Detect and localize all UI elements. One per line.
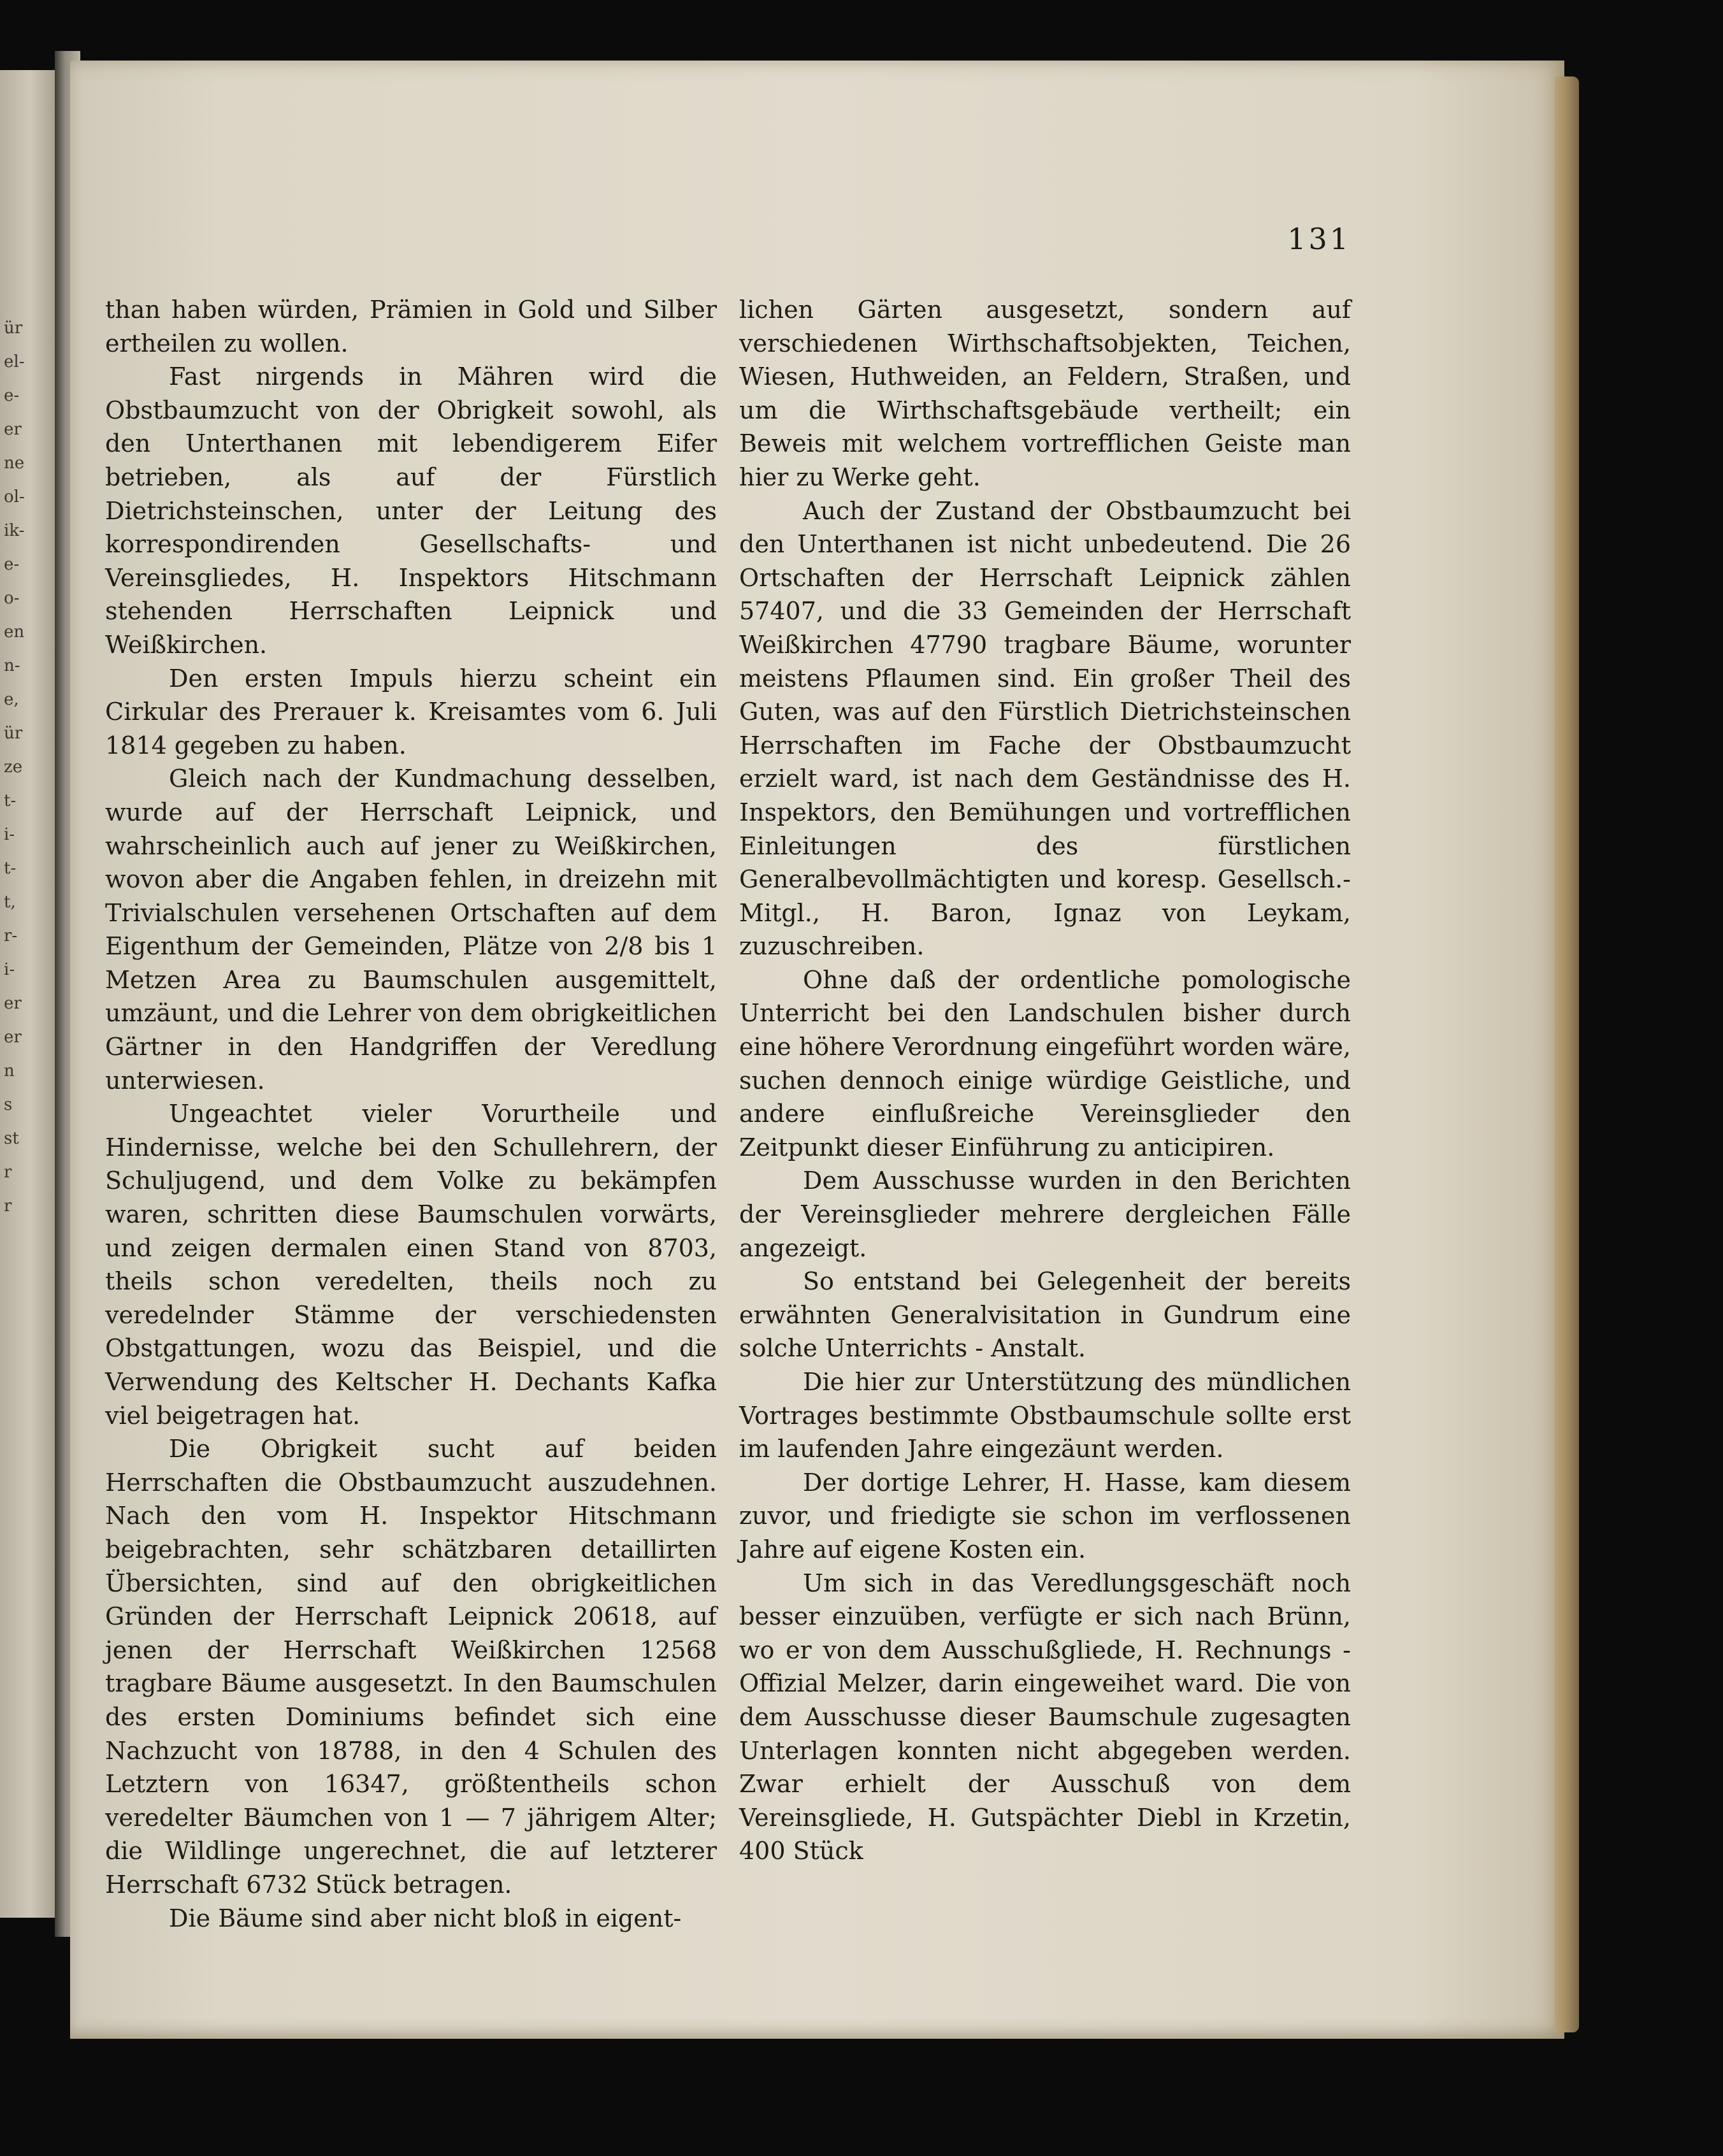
paragraph: lichen Gärten ausgesetzt, sondern auf verschiedenen Wirthschaftsobjekten, Teichen, Wiesen, Huthweiden, an Feldern, Straßen, und um die Wirthschaftsgebäude vertheilt; ein Beweis mit welchem vortrefflichen Geiste man hier zu Werke geht. [739,296,1351,491]
paragraph: Der dortige Lehrer, H. Hasse, kam diesem zuvor, und friedigte sie schon im verflossenen Jahre auf eigene Kosten ein. [739,1468,1351,1563]
paragraph: Gleich nach der Kundmachung desselben, wurde auf der Herrschaft Leipnick, und wahrscheinlich auch auf jener zu Weißkirchen, wovon aber die Angaben fehlen, in dreizehn mit Trivialschulen versehenen Ortschaften auf dem Eigenthum der Gemeinden, Plätze von 2/8 bis 1 Metzen Area zu Baumschulen ausgemittelt, umzäunt, und die Lehrer von dem obrigkeitlichen Gärtner in den Handgriffen der Veredlung unterwiesen. [105,765,717,1095]
previous-page-fragment: er [4,1028,22,1047]
previous-page-fragment: s [4,1095,13,1114]
previous-page-fragment: st [4,1129,19,1148]
previous-page-fragment: e, [4,690,19,709]
previous-page-fragment: i- [4,825,15,844]
previous-page-fragment: el- [4,352,25,371]
paragraph: Ungeachtet vieler Vorurtheile und Hindernisse, welche bei den Schullehrern, der Schuljugend, und dem Volke zu bekämpfen waren, schritten diese Baumschulen vorwärts, und zeigen dermalen einen Stand von 8703, theils schon veredelten, theils noch zu veredelnder Stämme der verschiedensten Obstgattungen, wozu das Beispiel, und die Verwendung des Keltscher H. Dechants Kafka viel beigetragen hat. [105,1100,717,1430]
previous-page-fragment: ze [4,758,23,777]
paragraph: So entstand bei Gelegenheit der bereits erwähnten Generalvisitation in Gundrum eine solche Unterrichts - Anstalt. [739,1267,1351,1363]
previous-page-fragment: n- [4,656,20,675]
paragraph: Auch der Zustand der Obstbaumzucht bei den Unterthanen ist nicht unbedeutend. Die 26 Ortschaften der Herrschaft Leipnick zählen 57407, und die 33 Gemeinden der Herrschaft Weißkirchen 47790 tragbare Bäume, worunter meistens Pflaumen sind. Ein großer Theil des Guten, was auf den Fürstlich Dietrichsteinschen Herrschaften im Fache der Obstbaumzucht erzielt ward, ist nach dem Geständnisse des H. Inspektors, den Bemühungen und vortrefflichen Einleitungen des fürstlichen Generalbevollmächtigten und koresp. Gesellsch.- Mitgl., H. Baron, Ignaz von Leykam, zuzuschreiben. [739,496,1351,961]
previous-page-fragment: ik- [4,521,25,540]
previous-page-fragment: o- [4,589,20,608]
previous-page-fragment: e- [4,555,20,574]
previous-page-fragment: er [4,994,22,1013]
previous-page-fragment: ür [4,724,23,743]
previous-page-fragment: en [4,622,25,642]
previous-page-fragment: r [4,1197,12,1216]
paragraph: Die hier zur Unterstützung des mündlichen Vortrages bestimmte Obstbaumschule sollte erst im laufenden Jahre eingezäunt werden. [739,1368,1351,1463]
previous-page-fragment: t- [4,791,17,810]
paragraph: Die Bäume sind aber nicht bloß in eigent- [169,1904,682,1932]
paragraph: Dem Ausschusse wurden in den Berichten der Vereinsglieder mehrere dergleichen Fälle angezeigt. [739,1167,1351,1262]
page-number: 131 [1287,222,1351,256]
page-edge [1555,76,1579,2032]
paragraph: Die Obrigkeit sucht auf beiden Herrschaften die Obstbaumzucht auszudehnen. Nach den vom H. Inspektor Hitschmann beigebrachten, sehr schätzbaren detaillirten Übersichten, sind auf den obrigkeitlichen Gründen der Herrschaft Leipnick 20618, auf jenen der Herrschaft Weißkirchen 12568 tragbare Bäume ausgesetzt. In den Baumschulen des ersten Dominiums befindet sich eine Nachzucht von 18788, in den 4 Schulen des Letztern von 16347, größtentheils schon veredelter Bäumchen von 1 — 7 jährigem Alter; die Wildlinge ungerechnet, die auf letzterer Herrschaft 6732 Stück betragen. [105,1435,717,1899]
left-column [105,293,717,1935]
previous-page-fragment: n [4,1061,15,1081]
previous-page-fragment: er [4,420,22,439]
previous-page-fragment: ne [4,454,25,473]
previous-page-fragment: r [4,1163,12,1182]
previous-page-fragment: i- [4,960,15,979]
previous-page-fragment: e- [4,386,20,405]
previous-page-fragment: t- [4,859,17,878]
paragraph: Den ersten Impuls hierzu scheint ein Cirkular des Prerauer k. Kreisamtes vom 6. Juli 1814 gegeben zu haben. [105,664,717,759]
paragraph: than haben würden, Prämien in Gold und Silber ertheilen zu wollen. [105,296,717,357]
previous-page-fragment: ol- [4,487,25,507]
paragraph: Um sich in das Veredlungsgeschäft noch besser einzuüben, verfügte er sich nach Brünn, wo er von dem Ausschußgliede, H. Rechnungs - Offizial Melzer, darin eingeweihet ward. Die von dem Ausschusse dieser Baumschule zugesagten Unterlagen konnten nicht abgegeben werden. Zwar erhielt der Ausschuß von dem Vereinsgliede, H. Gutspächter Diebl in Krzetin, 400 Stück [739,1569,1351,1865]
previous-page-fragment: t, [4,893,16,912]
previous-page-fragment: r- [4,926,18,945]
right-column [739,293,1351,1868]
paragraph: Ohne daß der ordentliche pomologische Unterricht bei den Landschulen bisher durch eine höhere Verordnung eingeführt worden wäre, suchen dennoch einige würdige Geistliche, und andere einflußreiche Vereinsglieder den Zeitpunkt dieser Einführung zu anticipiren. [739,965,1351,1161]
previous-page-fragment: ür [4,319,23,338]
previous-page-edge [0,70,55,1918]
paragraph: Fast nirgends in Mähren wird die Obstbaumzucht von der Obrigkeit sowohl, als den Unterthanen mit lebendigerem Eifer betrieben, als auf der Fürstlich Dietrichsteinschen, unter der Leitung des korrespondirenden Gesellschafts- und Vereinsgliedes, H. Inspektors Hitschmann stehenden Herrschaften Leipnick und Weißkirchen. [105,363,717,659]
